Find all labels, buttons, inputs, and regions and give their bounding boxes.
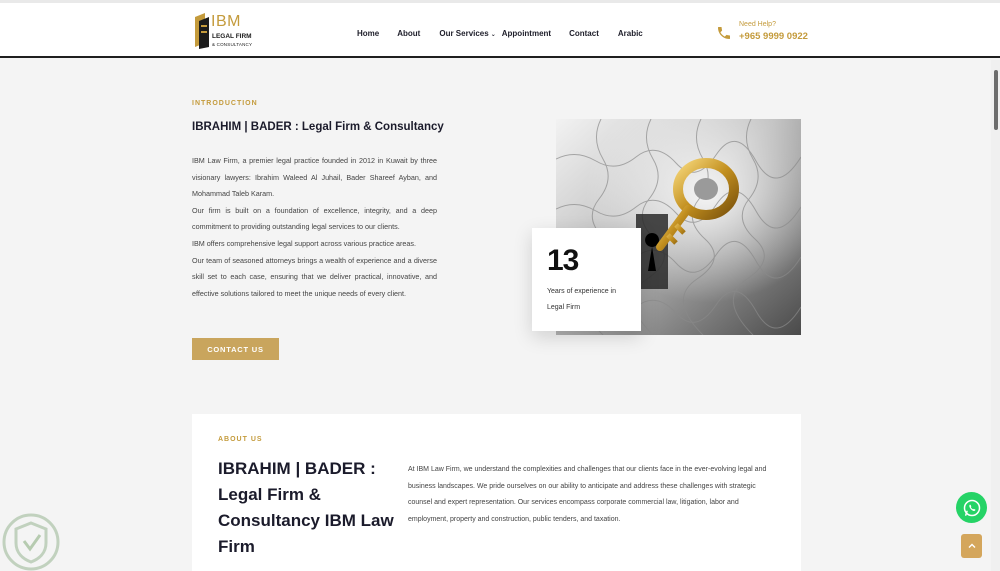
- intro-paragraph: IBM Law Firm, a premier legal practice founded in 2012 in Kuwait by three visionary lawyers: Ibrahim Waleed Al Juhail, Bader Shareef Ayban, and Mohammad Taleb Karam.: [192, 156, 437, 199]
- site-logo[interactable]: [193, 11, 255, 53]
- intro-tag: INTRODUCTION: [192, 100, 258, 107]
- main-nav: [345, 25, 643, 41]
- whatsapp-icon: [962, 498, 982, 518]
- phone-icon: [716, 25, 732, 41]
- help-label: Need Help?: [739, 21, 776, 28]
- chevron-down-icon: ⌄: [490, 31, 496, 38]
- chevron-up-icon: [967, 541, 977, 551]
- nav-about[interactable]: About: [397, 28, 421, 38]
- site-header: [0, 0, 1000, 58]
- help-phone[interactable]: +965 9999 0922: [739, 31, 808, 42]
- shield-watermark-icon: [2, 513, 60, 571]
- page-scrollbar[interactable]: [991, 60, 1000, 571]
- about-section: [192, 414, 801, 571]
- logo-line2: & CONSULTANCY: [212, 42, 253, 47]
- intro-paragraph: Our team of seasoned attorneys brings a wealth of experience and a diverse skill set to each case, ensuring that we deliver practical, innovative, and effective solutions tailored to meet the unique needs of every client.: [192, 255, 437, 298]
- about-tag: ABOUT US: [218, 436, 263, 443]
- logo-mark-icon: [193, 13, 211, 49]
- scrollbar-thumb[interactable]: [994, 70, 998, 130]
- nav-arabic[interactable]: Arabic: [617, 28, 643, 38]
- experience-card: [532, 228, 641, 331]
- intro-paragraph: IBM offers comprehensive legal support across various practice areas.: [192, 238, 416, 248]
- nav-our-services[interactable]: [439, 29, 495, 38]
- logo-line1: LEGAL FIRM: [212, 33, 252, 40]
- logo-brand: IBM: [211, 13, 241, 30]
- intro-title: IBRAHIM | BADER : Legal Firm & Consultancy: [192, 121, 444, 133]
- experience-label: Years of experience in Legal Firm: [547, 288, 617, 311]
- nav-our-services-label: Our Services: [439, 28, 489, 38]
- about-body: At IBM Law Firm, we understand the complexities and challenges that our clients face in the ever-evolving legal and business landscapes. We pride ourselves on our ability to anticipate and address these challenges with strategic counsel and expert representation. Our services encompass corporate commercial law, litigation, labor and employment, property and construction, public tenders, and taxation.: [408, 466, 767, 524]
- nav-appointment[interactable]: Appointment: [501, 28, 552, 38]
- about-title: IBRAHIM | BADER : Legal Firm & Consultancy IBM Law Firm: [218, 459, 394, 556]
- scroll-to-top-button[interactable]: [961, 534, 982, 558]
- whatsapp-button[interactable]: [956, 492, 987, 523]
- intro-paragraph: Our firm is built on a foundation of excellence, integrity, and a deep commitment to providing outstanding legal services to our clients.: [192, 205, 437, 232]
- intro-body: [192, 153, 437, 302]
- nav-contact[interactable]: Contact: [569, 28, 599, 38]
- experience-years: 13: [547, 244, 579, 277]
- nav-home[interactable]: Home: [357, 28, 380, 38]
- contact-us-button[interactable]: CONTACT US: [192, 338, 279, 360]
